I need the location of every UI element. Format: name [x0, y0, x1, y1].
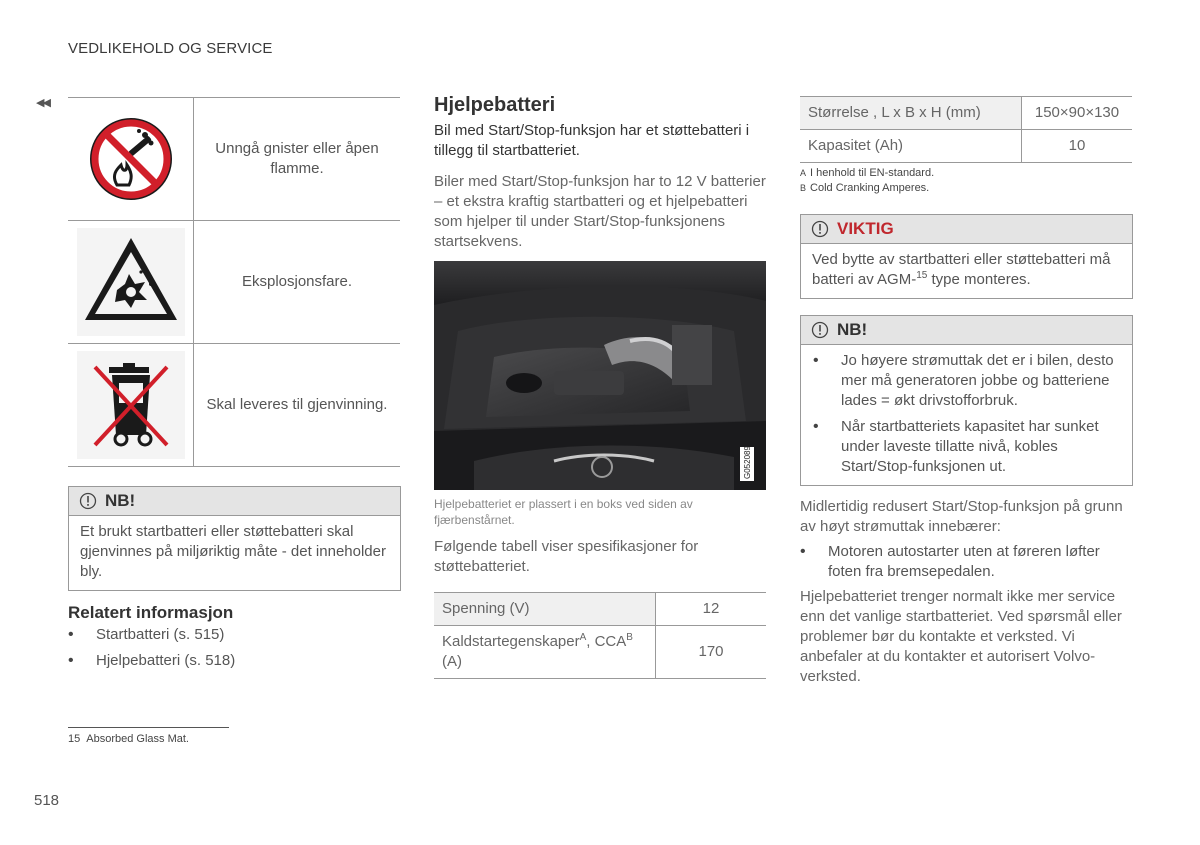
info-icon: [811, 321, 829, 339]
table-intro: Følgende tabell viser spesifikasjoner for støttebatteriet.: [434, 538, 699, 575]
table-row: [68, 221, 400, 344]
note-title: NB!: [837, 320, 868, 339]
spec-value: 12: [656, 593, 767, 626]
spec-label: Størrelse , L x B x H (mm): [800, 97, 1022, 130]
symbol-description: Skal leveres til gjenvinning.: [194, 344, 401, 467]
table-row: [68, 98, 400, 221]
engine-bay-photo: [434, 261, 766, 490]
info-icon: [79, 492, 97, 510]
spec-label: Kaldstartegenskaper$^A$, $CCA^B$ (A): [434, 626, 656, 679]
previous-page-icon[interactable]: ◀◀: [36, 97, 49, 109]
section-header: VEDLIKEHOLD OG SERVICE: [68, 40, 273, 57]
body-text: Hjelpebatteriet trenger normalt ikke mer service enn det vanlige startbatteriet. Ved spørsmål eller problemer bør du kontakte et verksted. Vi anbefaler at du kontakter et autorisert Volvo-verksted.: [800, 588, 1122, 685]
symbol-description: Unngå gnister eller åpen flamme.: [194, 98, 401, 221]
symbol-table: [68, 97, 400, 467]
body-text: Biler med Start/Stop-funksjon har to 12 V batterier – et ekstra kraftig startbatteri og et hjelpebatteri som hjelper til under Start/Stop-funksjonens startsekvens.: [434, 173, 766, 250]
spec-label: Kapasitet (Ah): [800, 130, 1022, 163]
note-header: [801, 316, 1132, 345]
list-item: • Motoren autostarter uten at føreren løfter foten fra bremsepedalen.: [800, 542, 1130, 582]
list-item: • Når startbatteriets kapasitet har sunket under laveste tillatte nivå, kobles Start/Stop-funksjonen ut.: [813, 417, 1124, 477]
note-box-right: [800, 315, 1133, 486]
table-row: [434, 593, 766, 626]
note-box: [68, 486, 401, 591]
important-title: VIKTIG: [837, 219, 894, 238]
lead-text: Bil med Start/Stop-funksjon har et støttebatteri i tillegg til startbatteriet.: [434, 122, 750, 159]
image-caption: Hjelpebatteriet er plassert i en boks ved siden av fjærbenstårnet.: [434, 497, 693, 527]
table-row: [68, 344, 400, 467]
note-text: Et brukt startbatteri eller støttebatteri skal gjenvinnes på miljøriktig måte - det inneholder bly.: [80, 523, 386, 580]
table-row: [434, 626, 766, 679]
footnote: 15 Absorbed Glass Mat.: [68, 733, 189, 745]
spec-label: Spenning (V): [434, 593, 656, 626]
spec-table-middle: [434, 592, 766, 679]
important-text: Ved bytte av startbatteri eller støttebatteri må batteri av AGM-$^{15}$ type monteres.: [812, 251, 1111, 288]
bullet-list: [800, 542, 1130, 582]
note-header: [69, 487, 400, 516]
footnote-divider: [68, 727, 229, 728]
body-text: Midlertidig redusert Start/Stop-funksjon på grunn av høyt strømuttak innebærer:: [800, 498, 1123, 535]
note-title: NB!: [105, 491, 136, 510]
table-footnotes: A I henhold til EN-standard. B Cold Cranking Amperes.: [800, 167, 935, 194]
related-link-hjelpebatteri[interactable]: • Hjelpebatteri (s. 518): [68, 651, 398, 671]
spec-value: 10: [1022, 130, 1133, 163]
related-heading: Relatert informasjon: [68, 603, 234, 622]
list-item: • Jo høyere strømuttak det er i bilen, desto mer må generatoren jobbe og batteriene lades = økt drivstofforbruk.: [813, 351, 1124, 411]
related-info: [68, 603, 398, 671]
symbol-description: Eksplosjonsfare.: [194, 221, 401, 344]
table-row: [800, 130, 1132, 163]
related-link-startbatteri[interactable]: • Startbatteri (s. 515): [68, 625, 398, 645]
no-fire-icon: [77, 105, 185, 213]
explosion-warning-icon: [77, 228, 185, 336]
page-number: 518: [34, 792, 60, 809]
page-title: Hjelpebatteri: [434, 94, 556, 116]
crossed-bin-icon: [77, 351, 185, 459]
spec-value: 150×90×130: [1022, 97, 1133, 130]
important-header: [801, 215, 1132, 244]
spec-value: 170: [656, 626, 767, 679]
warning-icon: [811, 220, 829, 238]
spec-table-right: [800, 96, 1132, 163]
important-box: [800, 214, 1133, 299]
image-code: G052089: [743, 446, 752, 479]
table-row: [800, 97, 1132, 130]
